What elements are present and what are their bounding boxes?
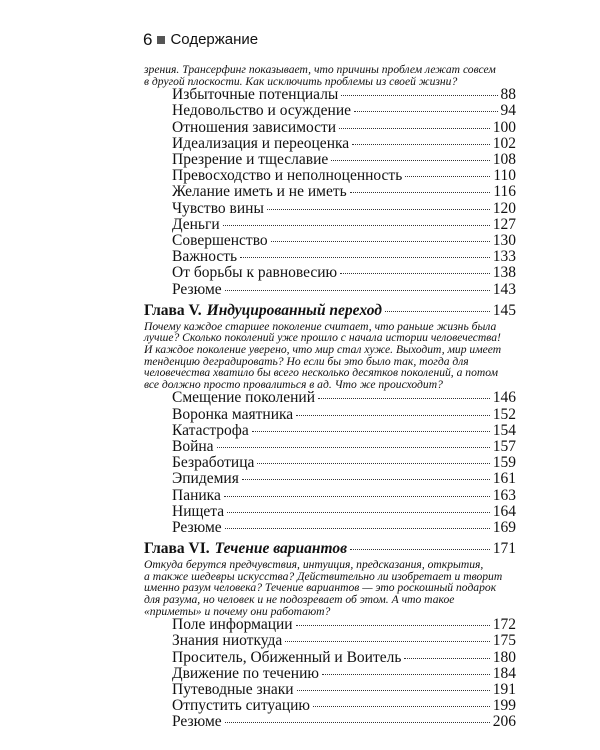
dot-leader [341,95,497,96]
toc-section [144,64,516,298]
entry-page: 143 [492,280,516,298]
chapter-description [144,559,516,617]
toc-entry[interactable] [172,249,516,265]
entry-title: Желание иметь и не иметь [172,183,347,201]
dot-leader [267,209,490,210]
entry-title: Резюме [172,713,222,731]
chapter-title: Индуцированный переход [206,301,382,319]
chapter-number: Глава VI. [144,540,210,558]
entry-page: 138 [492,264,516,282]
description-line: тенденцию деградировать? Но если бы это было так, тогда для [144,354,469,368]
toc-entry[interactable] [172,650,516,666]
dot-leader [223,225,490,226]
entry-title: Совершенство [172,232,268,250]
entry-page: 199 [492,697,516,715]
entry-title: Путеводные знаки [172,681,294,698]
entry-title: Катастрофа [172,421,249,439]
dot-leader [318,398,490,399]
entry-title: Недовольство и осуждение [172,102,352,120]
entry-title: Презрение и тщеславие [172,151,329,168]
entry-page: 133 [492,248,516,266]
description-line: Откуда берутся предчувствия, интуиция, предсказания, открытия, [144,558,484,572]
description-line: «приметы» и почему они работают? [144,604,331,618]
toc-entry[interactable] [172,282,516,298]
dot-leader [240,257,490,258]
toc-entry[interactable] [172,103,516,119]
toc-entry[interactable] [172,217,516,233]
entry-page: 94 [500,102,516,120]
toc-entry[interactable] [172,120,516,136]
toc-entry[interactable] [172,682,516,698]
dot-leader [227,512,490,513]
entry-title: Движение по течению [172,664,319,682]
dot-leader [225,528,490,529]
entry-page: 88 [500,86,516,104]
description-line: для разума, но человек и не подозревает об этом. А что такое [144,593,455,606]
dot-leader [350,549,490,550]
description-line: зрения. Трансерфинг показывает, что причины проблем лежат совсем [144,63,496,76]
entry-title: Резюме [172,280,222,298]
toc-section [144,301,516,536]
chapter-page: 171 [492,540,516,558]
dot-leader [331,160,490,161]
entry-title: Знания ниоткуда [172,632,283,650]
entry-title: От борьбы к равновесию [172,264,338,282]
toc-entry[interactable] [172,439,516,455]
dot-leader [242,479,490,480]
dot-leader [340,273,490,274]
dot-leader [297,690,490,691]
dot-leader [257,463,489,464]
chapter-number: Глава V. [144,301,202,319]
separator-square-icon [157,36,165,44]
entry-title: Отношения зависимости [172,118,337,136]
dot-leader [352,144,490,145]
toc-entry[interactable] [172,617,516,633]
entry-title: Идеализация и переоценка [172,134,350,152]
entry-title: Эпидемия [172,470,239,488]
dot-leader [385,311,490,312]
entry-title: Проситель, Обиженный и Воитель [172,648,402,666]
entry-page: 130 [492,232,516,250]
description-line: Почему каждое старшее поколение считает, что раньше жизнь была [144,319,497,333]
chapter-title: Течение вариантов [214,540,348,558]
toc-entry[interactable] [172,390,516,406]
dot-leader [296,625,490,626]
toc-entry[interactable] [172,184,516,200]
running-header [143,31,258,48]
toc-entry[interactable] [172,471,516,487]
dot-leader [217,447,490,448]
dot-leader [322,674,490,675]
entry-page: 152 [492,405,516,423]
dot-leader [225,290,490,291]
entry-title: Деньги [172,215,220,233]
entry-page: 154 [492,421,516,439]
running-title: Содержание [170,31,259,48]
entry-page: 206 [492,713,516,731]
entry-page: 116 [493,183,516,201]
dot-leader [252,431,490,432]
entry-page: 161 [492,470,516,488]
toc-entry[interactable] [172,488,516,504]
dot-leader [225,722,490,723]
chapter-heading[interactable] [144,539,516,559]
description-line: человечества хватило бы всего несколько десятков поколений, а потом [144,366,499,380]
entry-title: Война [172,438,214,455]
entry-page: 157 [492,438,516,455]
dot-leader [339,128,490,129]
toc-entry[interactable] [172,504,516,520]
toc-entry[interactable] [172,666,516,682]
page-number: 6 [143,30,153,49]
toc-entry[interactable] [172,698,516,714]
toc-entry[interactable] [172,520,516,536]
entry-page: 163 [492,486,516,504]
entry-title: Паника [172,486,221,504]
dot-leader [350,192,491,193]
description-line: все должно просто провалиться в ад. Что же происходит? [144,377,443,391]
dot-leader [271,241,490,242]
toc-entry[interactable] [172,201,516,217]
description-line: именно разум человека? Течение вариантов — это роскошный подарок [144,581,497,595]
chapter-heading[interactable] [144,301,516,321]
entry-page: 164 [492,502,516,520]
toc-entry[interactable] [172,87,516,103]
toc-entry[interactable] [172,714,516,730]
entry-page: 127 [492,215,516,233]
table-of-contents [144,64,516,732]
dot-leader [285,641,489,642]
description-line: а также шедевры искусства? Действительно ли изобретает и творит [144,569,503,583]
toc-entry[interactable] [172,233,516,249]
entry-page: 159 [492,454,516,472]
toc-entry[interactable] [172,152,516,168]
entry-title: Важность [172,248,238,266]
toc-entry[interactable] [172,407,516,423]
chapter-page: 145 [492,301,516,319]
entry-title: Чувство вины [172,199,264,217]
dot-leader [354,111,497,112]
entry-page: 180 [492,648,516,666]
toc-entry[interactable] [172,423,516,439]
dot-leader [296,415,490,416]
entry-title: Смещение поколений [172,389,316,407]
entry-title: Безработица [172,454,255,472]
toc-section [144,539,516,730]
entry-title: Превосходство и неполноценность [172,167,403,185]
dot-leader [224,496,490,497]
entry-title: Нищета [172,502,225,520]
entry-page: 146 [492,389,516,407]
chapter-description [144,321,516,391]
dot-leader [313,706,490,707]
entry-page: 184 [492,664,516,682]
dot-leader [405,176,490,177]
toc-entry[interactable] [172,633,516,649]
entry-page: 175 [492,632,516,650]
entry-page: 102 [492,134,516,152]
toc-entry[interactable] [172,136,516,152]
description-line: И каждое поколение уверено, что мир стал хуже. Выходит, мир имеет [144,343,502,357]
entry-title: Избыточные потенциалы [172,86,339,104]
entry-page: 169 [492,519,516,537]
dot-leader [404,658,489,659]
toc-entry[interactable] [172,265,516,281]
entry-page: 172 [492,616,516,634]
entry-title: Резюме [172,519,222,537]
entry-title: Воронка маятника [172,405,294,423]
description-line: лучше? Сколько поколений уже прошло с начала истории человечества! [144,331,501,345]
entry-page: 108 [492,151,516,168]
description-line: в другой плоскости. Как исключить проблемы из своей жизни? [144,74,458,88]
toc-entry[interactable] [172,168,516,184]
chapter-description [144,64,516,87]
entry-page: 110 [493,167,516,185]
entry-title: Отпустить ситуацию [172,697,311,715]
entry-page: 120 [492,199,516,217]
entry-page: 100 [492,118,516,136]
entry-page: 191 [492,681,516,698]
entry-title: Поле информации [172,616,293,634]
toc-entry[interactable] [172,455,516,471]
